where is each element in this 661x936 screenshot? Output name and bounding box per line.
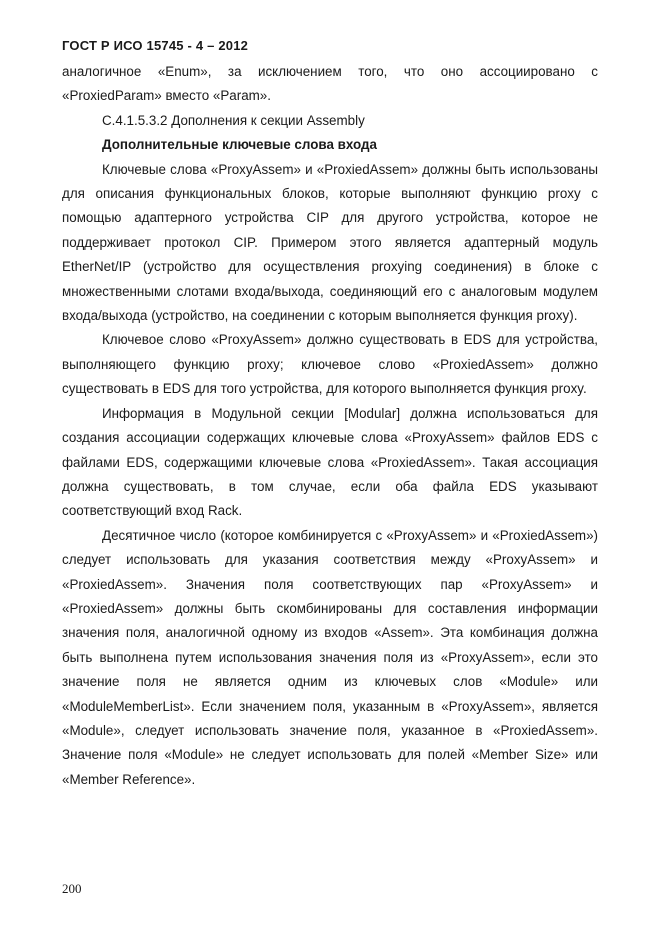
paragraph: Ключевые слова «ProxyAssem» и «ProxiedAssem» должны быть использованы для описания функциональных блоков, которые выполняют функцию proxy с помощью адаптерного устройства CIP для другого устройства, которое не поддерживает протокол CIP. Примером этого является адаптерный модуль EtherNet/IP (устройство для осуществления proxying соединения) в блоке с множественными слотами входа/выхода, соединяющий его с аналоговым модулем входа/выхода (устройство, на соединении с которым выполняется функция proxy). [62, 161, 598, 324]
document-header: ГОСТ Р ИСО 15745 - 4 – 2012 [62, 38, 249, 53]
paragraph: Десятичное число (которое комбинируется с «ProxyAssem» и «ProxiedAssem») следует использовать для указания соответствия между «ProxyAssem» и «ProxiedAssem». Значения поля соответствующих пар «ProxyAssem» и «ProxiedAssem» должны быть скомбинированы для составления информации значения поля, аналогичной одному из входов «Assem». Эта комбинация должна быть выполнена путем использования значения поля из «ProxyAssem», если это значение поля не является одним из ключевых слов «Module» или «ModuleMemberList». Если значением поля, указанным в «ProxyAssem», является «Module», следует использовать значение поля, указанное в «ProxiedAssem». Значение поля «Module» не следует использовать для полей «Member Size» или «Member Reference». [62, 527, 598, 787]
document-body [62, 60, 598, 792]
paragraph: Ключевое слово «ProxyAssem» должно существовать в EDS для устройства, выполняющего функцию proxy; ключевое слово «ProxiedAssem» должно существовать в EDS для того устройства, для которого выполняется функция proxy. [62, 332, 598, 397]
subsection-heading: Дополнительные ключевые слова входа [102, 137, 377, 153]
paragraph: Информация в Модульной секции [Modular] должна использоваться для создания ассоциации содержащих ключевые слова «ProxyAssem» файлов EDS с файлами EDS, содержащими ключевые слова «ProxiedAssem». Такая ассоциация должна существовать, в том случае, если оба файла EDS указывают соответствующий вход Rack. [62, 405, 598, 519]
paragraph-continuation: аналогичное «Enum», за исключением того, что оно ассоциировано с «ProxiedParam» вместо «Param». [62, 64, 598, 104]
section-heading: С.4.1.5.3.2 Дополнения к секции Assembly [102, 112, 365, 128]
page-number: 200 [62, 881, 82, 896]
